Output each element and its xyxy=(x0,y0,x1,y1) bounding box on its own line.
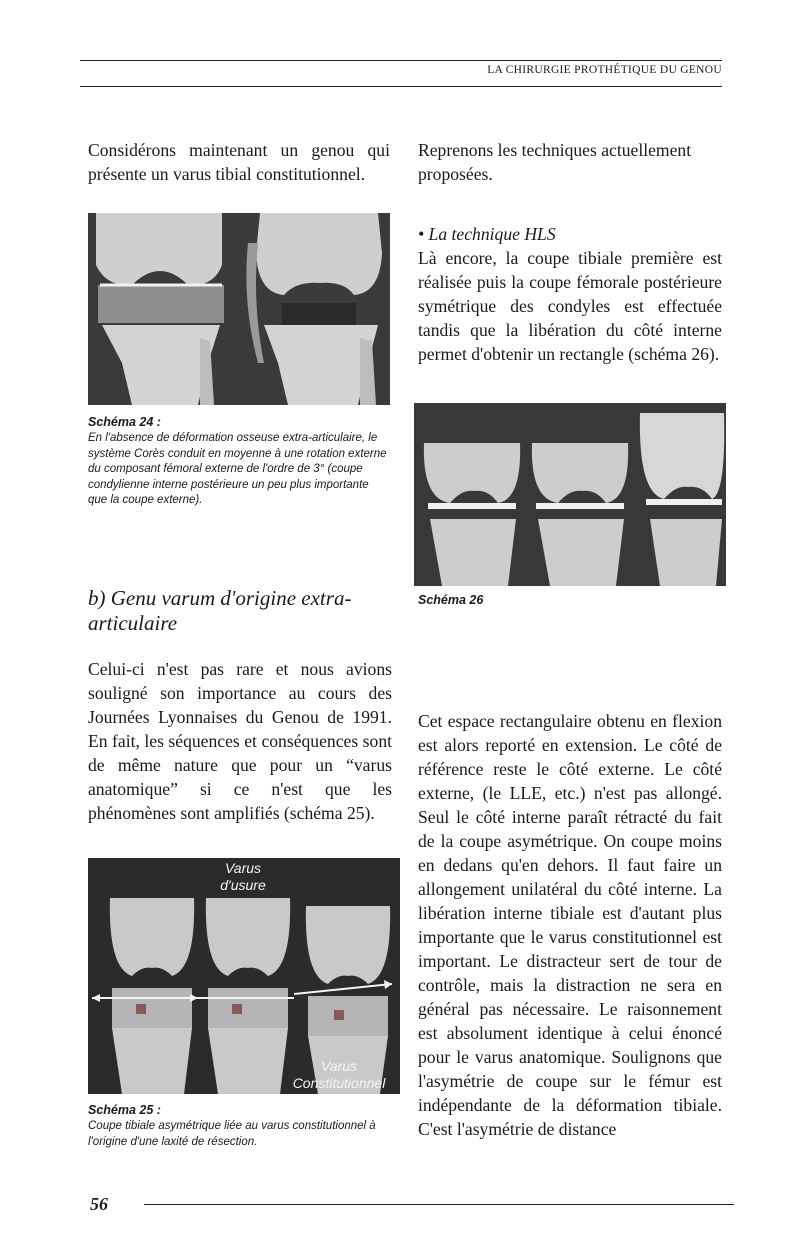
header-rule-bottom xyxy=(80,86,722,87)
figure-26 xyxy=(414,403,726,586)
page-number: 56 xyxy=(90,1194,108,1214)
figure-25 xyxy=(88,858,400,1094)
running-title: LA CHIRURGIE PROTHÉTIQUE DU GENOU xyxy=(487,64,722,76)
right-paragraph: Cet espace rectangulaire obtenu en flexion est alors reporté en extension. Le côté de référence reste le côté externe. Le côté externe, (le LLE, etc.) n'est pas allongé. Seul le côté interne paraît rétracté du fait de la coupe asymétrique. On coupe moins en dedans qu'en dehors. Il faut faire un allongement unilatéral du côté interne. La libération interne tibiale est d'autant plus importante que le varus constitutionnel est important. Le distracteur sert de tour de contrôle, mais la distraction ne sera en général pas nécessaire. Le raisonnement est absolument identique à celui énoncé pour le varus anatomique. Soulignons que l'asymétrie de coupe sur le fémur est indépendante de la déformation tibiale. C'est l'asymétrie de distance xyxy=(418,711,722,1139)
right-intro-text: Reprenons les techniques actuellement proposées. xyxy=(418,140,692,184)
knee-diagram-24 xyxy=(88,213,390,405)
figure-24-title: Schéma 24 : xyxy=(88,415,161,429)
figure-25-label-top: Varus d'usure xyxy=(220,860,266,893)
technique-text: Là encore, la coupe tibiale première est réalisée puis la coupe fémorale postérieure symétrique des condyles est effectuée tandis que la libération du côté interne permet d'obtenir un rectangle (schéma 26). xyxy=(418,248,722,364)
left-intro-text: Considérons maintenant un genou qui présente un varus tibial constitutionnel. xyxy=(88,140,390,184)
technique-title: • La technique HLS xyxy=(418,224,556,244)
figure-25-label-bottom: Varus Constitutionnel xyxy=(292,1058,386,1091)
header-rule-top xyxy=(80,60,722,61)
left-paragraph: Celui-ci n'est pas rare et nous avions souligné son importance au cours des Journées Lyonnaises du Genou de 1991. En fait, les séquences et conséquences sont de même nature que pour un “varus anatomique” si ce n'est que les phénomènes sont amplifiés (schéma 25). xyxy=(88,659,392,823)
section-heading: b) Genu varum d'origine extra-articulaire xyxy=(88,586,352,635)
figure-25-title: Schéma 25 : xyxy=(88,1103,161,1117)
footer-rule xyxy=(144,1204,734,1205)
figure-26-title: Schéma 26 xyxy=(418,593,484,607)
knee-diagram-26 xyxy=(414,403,726,586)
figure-24-caption: En l'absence de déformation osseuse extra-articulaire, le système Corès conduit en moyenne à une rotation externe du composant fémoral externe de l'ordre de 3° (coupe condylienne interne postérieure un peu plus importante que la coupe externe). xyxy=(88,432,387,506)
figure-24 xyxy=(88,213,390,405)
figure-25-caption: Coupe tibiale asymétrique liée au varus constitutionnel à l'origine d'une laxité de résection. xyxy=(88,1120,376,1148)
